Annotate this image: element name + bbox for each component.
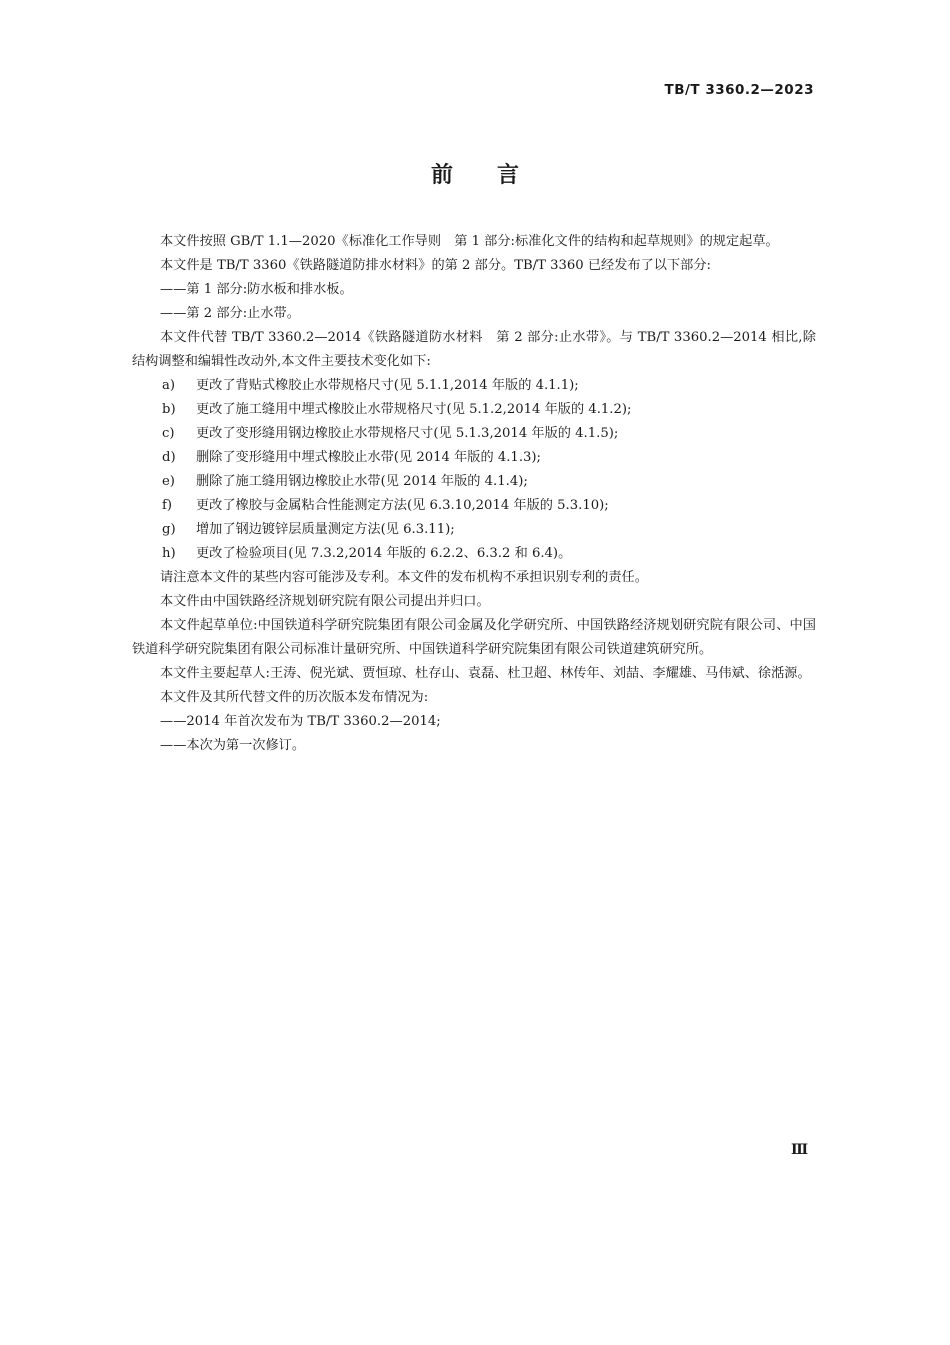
list-text: 删除了施工缝用钢边橡胶止水带(见 2014 年版的 4.1.4); [196, 474, 528, 489]
list-marker: c) [162, 426, 175, 441]
list-text: 更改了检验项目(见 7.3.2,2014 年版的 6.2.2、6.3.2 和 6.4)。 [196, 546, 572, 561]
list-marker: h) [162, 546, 176, 561]
list-text: 更改了背贴式橡胶止水带规格尺寸(见 5.1.1,2014 年版的 4.1.1); [196, 378, 579, 393]
list-item [132, 374, 816, 398]
list-item [132, 518, 816, 542]
dash-item-part1: ——第 1 部分:防水板和排水板。 [160, 282, 353, 297]
list-item [132, 398, 816, 422]
list-text: 删除了变形缝用中埋式橡胶止水带(见 2014 年版的 4.1.3); [196, 450, 541, 465]
list-marker: e) [162, 474, 175, 489]
paragraph-patent-notice: 请注意本文件的某些内容可能涉及专利。本文件的发布机构不承担识别专利的责任。 [160, 570, 648, 585]
changes-list [132, 374, 816, 566]
paragraph-drafters: 本文件主要起草人:王涛、倪光斌、贾恒琼、杜存山、袁磊、杜卫超、林传年、刘喆、李耀雄、马伟斌、徐湉源。 [160, 666, 811, 681]
paragraph-part-info: 本文件是 TB/T 3360《铁路隧道防排水材料》的第 2 部分。TB/T 3360 已经发布了以下部分: [160, 258, 711, 273]
paragraph-replacement: 本文件代替 TB/T 3360.2—2014《铁路隧道防水材料 第 2 部分:止水带》。与 TB/T 3360.2—2014 相比,除结构调整和编辑性改动外,本文件主要技术变化如下: [132, 330, 816, 369]
list-marker: f) [162, 498, 173, 513]
dash-item-part2: ——第 2 部分:止水带。 [160, 306, 300, 321]
list-marker: g) [162, 522, 176, 537]
list-item [132, 542, 816, 566]
list-text: 更改了变形缝用钢边橡胶止水带规格尺寸(见 5.1.3,2014 年版的 4.1.5); [196, 426, 619, 441]
dash-item-history-2014: ——2014 年首次发布为 TB/T 3360.2—2014; [160, 714, 441, 729]
list-item [132, 470, 816, 494]
document-code: TB/T 3360.2—2023 [664, 82, 814, 98]
foreword-body [132, 230, 816, 758]
list-item [132, 422, 816, 446]
paragraph-drafting-rules: 本文件按照 GB/T 1.1—2020《标准化工作导则 第 1 部分:标准化文件的结构和起草规则》的规定起草。 [160, 234, 779, 249]
list-text: 更改了橡胶与金属粘合性能测定方法(见 6.3.10,2014 年版的 5.3.10); [196, 498, 609, 513]
list-marker: a) [162, 378, 176, 393]
dash-item-history-current: ——本次为第一次修订。 [160, 738, 306, 753]
list-text: 更改了施工缝用中埋式橡胶止水带规格尺寸(见 5.1.2,2014 年版的 4.1.2); [196, 402, 632, 417]
list-item [132, 494, 816, 518]
list-marker: d) [162, 450, 176, 465]
paragraph-proposer: 本文件由中国铁路经济规划研究院有限公司提出并归口。 [160, 594, 490, 609]
list-marker: b) [162, 402, 176, 417]
list-text: 增加了钢边镀锌层质量测定方法(见 6.3.11); [196, 522, 455, 537]
list-item [132, 446, 816, 470]
paragraph-drafting-units: 本文件起草单位:中国铁道科学研究院集团有限公司金属及化学研究所、中国铁路经济规划研究院有限公司、中国铁道科学研究院集团有限公司标准计量研究所、中国铁道科学研究院集团有限公司铁道建筑研究所。 [132, 618, 816, 657]
paragraph-history-intro: 本文件及其所代替文件的历次版本发布情况为: [160, 690, 429, 705]
page-title: 前言 [430, 163, 563, 188]
page-number: Ⅲ [790, 1142, 808, 1158]
